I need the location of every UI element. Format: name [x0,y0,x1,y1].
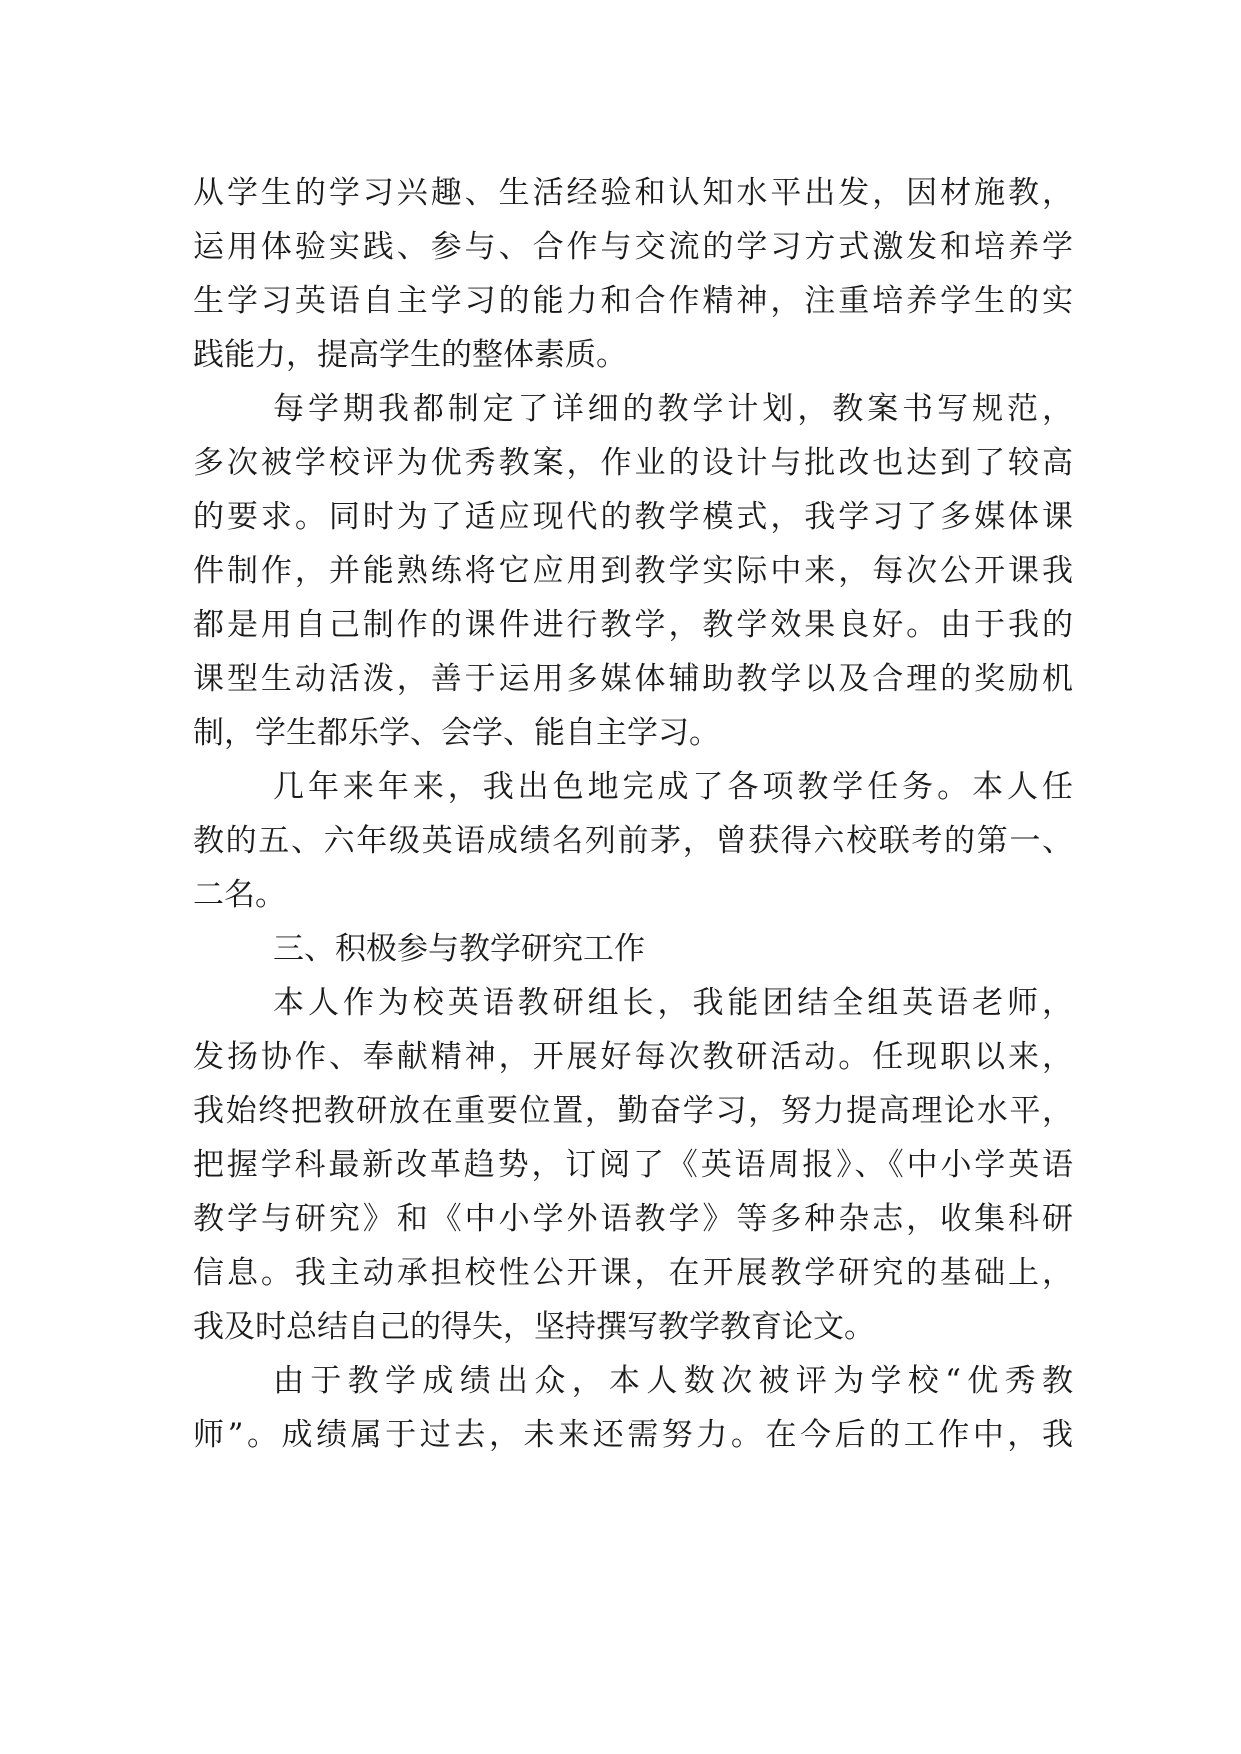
text-line: 师”。成绩属于过去，未来还需努力。在今后的工作中，我 [193,1417,1073,1453]
text-line: 从学生的学习兴趣、生活经验和认知水平出发，因材施教， [193,175,1073,211]
text-line: 运用体验实践、参与、合作与交流的学习方式激发和培养学 [193,229,1073,265]
text-line: 生学习英语自主学习的能力和合作精神，注重培养学生的实 [193,283,1073,319]
text-line: 把握学科最新改革趋势，订阅了《英语周报》、《中小学英语 [193,1147,1073,1183]
paragraph [193,382,1073,760]
text-line: 本人作为校英语教研组长，我能团结全组英语老师， [273,985,1073,1021]
paragraph [193,976,1073,1354]
paragraph [193,922,1073,976]
text-line: 二名。 [193,877,286,913]
text-line: 件制作，并能熟练将它应用到教学实际中来，每次公开课我 [193,553,1073,589]
text-line: 每学期我都制定了详细的教学计划，教案书写规范， [273,391,1073,427]
text-line: 课型生动活泼，善于运用多媒体辅助教学以及合理的奖励机 [193,661,1073,697]
document-body [193,166,1073,1462]
paragraph [193,760,1073,922]
paragraph [193,166,1073,382]
text-line: 信息。我主动承担校性公开课，在开展教学研究的基础上， [193,1255,1073,1291]
text-line: 制，学生都乐学、会学、能自主学习。 [193,715,720,751]
text-line: 几年来年来，我出色地完成了各项教学任务。本人任 [273,769,1073,805]
text-line: 践能力，提高学生的整体素质。 [193,337,627,373]
text-line: 我及时总结自己的得失，坚持撰写教学教育论文。 [193,1309,875,1345]
text-line: 发扬协作、奉献精神，开展好每次教研活动。任现职以来， [193,1039,1073,1075]
paragraph [193,1354,1073,1462]
text-line: 教学与研究》和《中小学外语教学》等多种杂志，收集科研 [193,1201,1073,1237]
text-line: 三、积极参与教学研究工作 [273,931,645,967]
text-line: 我始终把教研放在重要位置，勤奋学习，努力提高理论水平， [193,1093,1073,1129]
text-line: 教的五、六年级英语成绩名列前茅，曾获得六校联考的第一、 [193,823,1073,859]
text-line: 多次被学校评为优秀教案，作业的设计与批改也达到了较高 [193,445,1073,481]
text-line: 由于教学成绩出众，本人数次被评为学校“优秀教 [273,1363,1073,1399]
text-line: 都是用自己制作的课件进行教学，教学效果良好。由于我的 [193,607,1073,643]
text-line: 的要求。同时为了适应现代的教学模式，我学习了多媒体课 [193,499,1073,535]
